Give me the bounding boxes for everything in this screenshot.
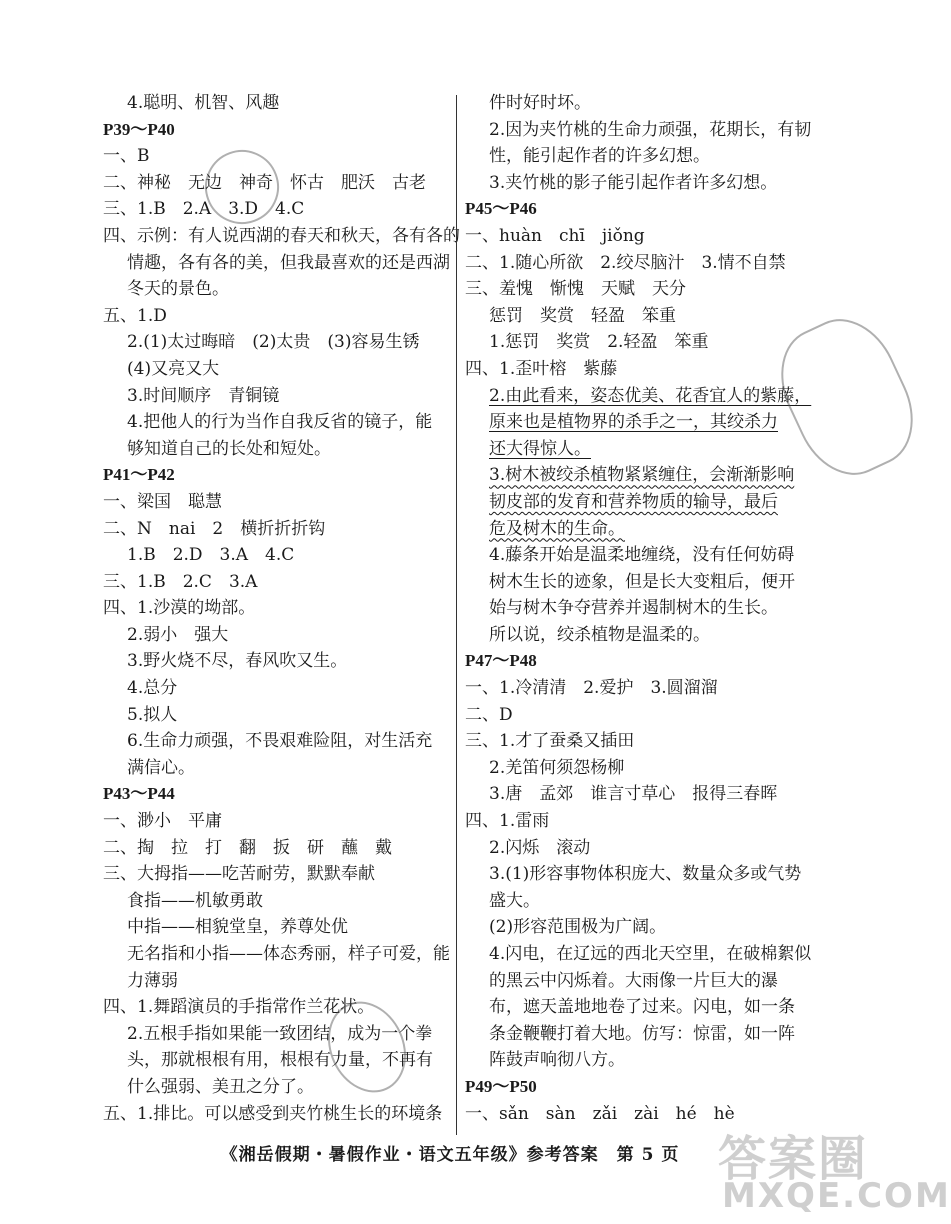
answer-text: 1.B 2.D 3.A 4.C [127,545,295,566]
answer-text: (2)形容范围极为广阔。 [489,917,667,938]
answer-text: P47～P48 [465,651,537,671]
answer-text: 中指——相貌堂皇，养尊处优 [127,917,348,938]
answer-line [465,90,810,117]
answer-text: 件时好时坏。 [489,93,591,113]
answer-line [103,835,448,862]
answer-text: 三、1.才了蚕桑又插田 [465,731,635,752]
section-heading [103,117,448,144]
answer-text: 一、梁国 聪慧 [103,491,222,512]
answer-text: 二、神秘 无边 神奇 怀古 肥沃 古老 [103,172,426,193]
answer-text: 无名指和小指——体态秀丽，样子可爱，能 [127,944,450,964]
answer-text: 4.藤条开始是温柔地缠绕，没有任何妨碍 [489,545,795,566]
answer-line [103,861,448,888]
answer-line [465,143,810,170]
answer-text: 一、1.冷清清 2.爱护 3.圆溜溜 [465,678,718,699]
answer-text: 三、大拇指——吃苦耐劳，默默奉献 [103,864,375,885]
answer-text: 情趣，各有各的美，但我最喜欢的还是西湖 [127,252,450,273]
answer-text: 力薄弱 [127,970,178,991]
answer-line [465,436,810,463]
answer-line [465,329,810,356]
answer-text: 三、羞愧 惭愧 天赋 天分 [465,279,686,300]
answer-text: 的黑云中闪烁着。大雨像一片巨大的瀑 [489,970,778,991]
answer-line [465,356,810,383]
answer-line [465,622,810,649]
answer-text: 五、1.D [103,305,167,326]
answer-line [465,462,810,489]
answer-line [103,941,448,968]
section-heading [103,462,448,489]
answer-line [465,675,810,702]
answer-text: 2.因为夹竹桃的生命力顽强，花期长，有韧 [489,119,812,140]
answer-line [465,276,810,303]
answer-text: 4.把他人的行为当作自我反省的镜子，能 [127,412,433,433]
watermark-logo-cn: 答案圈 [718,1131,869,1187]
answer-text: 韧皮部的发育和营养物质的输导，最后 [489,491,778,512]
answer-text: 够知道自己的长处和短处。 [127,438,331,459]
answer-line [465,861,810,888]
answer-text: (4)又亮又大 [127,358,220,379]
answer-text: 4.聪明、机智、风趣 [127,93,280,113]
answer-line [103,143,448,170]
answer-text: 冬天的景色。 [127,279,229,300]
answer-text: 二、D [465,704,513,725]
answer-line [103,276,448,303]
section-heading [465,1074,810,1101]
answer-line [103,808,448,835]
answer-line [465,1021,810,1048]
answer-text: 食指——机敏勇敢 [127,890,263,911]
answer-text: 2.由此看来，姿态优美、花香宜人的紫藤， [489,385,812,406]
answer-text: 原来也是植物界的杀手之一，其绞杀力 [489,412,778,433]
answer-line [465,702,810,729]
answer-text: 四、1.沙漠的坳部。 [103,598,256,619]
answer-line [465,383,810,410]
answer-line [103,303,448,330]
answer-line [103,90,448,117]
answer-text: 二、掏 拉 打 翻 扳 研 蘸 戴 [103,837,392,858]
answer-text: 3.时间顺序 青铜镜 [127,385,280,406]
answer-line [103,356,448,383]
answer-text: 四、示例：有人说西湖的春天和秋天，各有各的 [103,225,460,246]
answer-text: 3.唐 孟郊 谁言寸草心 报得三春晖 [489,784,778,805]
answer-line [465,489,810,516]
answer-text: 布，遮天盖地地卷了过来。闪电，如一条 [489,997,795,1018]
answer-text: 树木生长的迹象，但是长大变粗后，便开 [489,571,795,592]
answer-text: 三、1.B 2.C 3.A [103,571,258,592]
answer-line [103,383,448,410]
answer-text: P43～P44 [103,784,175,804]
answer-text: 4.总分 [127,678,178,699]
answer-line [465,516,810,543]
answer-text: 二、N nai 2 横折折折钩 [103,518,326,539]
answer-line [465,914,810,941]
answer-text: 2.闪烁 滚动 [489,837,591,858]
answer-text: 2.弱小 强大 [127,624,229,645]
answer-line [465,968,810,995]
answer-line [465,250,810,277]
answer-line [103,622,448,649]
answer-line [465,303,810,330]
answer-line [465,994,810,1021]
section-heading [465,196,810,223]
answer-line [103,516,448,543]
answer-text: 3.野火烧不尽，春风吹又生。 [127,651,348,672]
answer-text: 四、1.歪叶榕 紫藤 [465,358,618,379]
answer-text: 6.生命力顽强，不畏艰难险阻，对生活充 [127,731,433,752]
answer-line [465,117,810,144]
section-heading [465,648,810,675]
answer-line [103,888,448,915]
answer-line [103,489,448,516]
answer-text: 1.惩罚 奖赏 2.轻盈 笨重 [489,332,709,353]
answer-text: 阵鼓声响彻八方。 [489,1050,625,1071]
answer-line [465,1047,810,1074]
answer-text: P39～P40 [103,119,175,139]
answer-text: 2.五根手指如果能一致团结，成为一个拳 [127,1023,433,1044]
answer-line [465,595,810,622]
answer-text: 3.树木被绞杀植物紧紧缠住，会渐渐影响 [489,465,795,486]
answer-line [465,755,810,782]
answer-text: 二、1.随心所欲 2.绞尽脑汁 3.情不自禁 [465,252,786,273]
answer-text: 一、sǎn sàn zǎi zài hé hè [465,1103,735,1124]
answer-text: 5.拟人 [127,704,178,725]
answer-line [465,542,810,569]
answer-text: 一、huàn chī jiǒng [465,225,645,246]
answer-text: 满信心。 [127,757,195,778]
answer-line [103,409,448,436]
answer-line [103,994,448,1021]
answer-line [465,835,810,862]
right-column [465,90,810,1127]
answer-line [103,250,448,277]
answer-text: 四、1.雷雨 [465,811,550,832]
answer-line [465,941,810,968]
answer-text: 条金鞭鞭打着大地。仿写：惊雷，如一阵 [489,1023,795,1044]
answer-text: P41～P42 [103,465,175,485]
answer-line [465,223,810,250]
answer-text: 还大得惊人。 [489,438,591,459]
answer-text: 盛大。 [489,890,540,911]
answer-line [465,728,810,755]
answer-text: 性，能引起作者的许多幻想。 [489,146,710,167]
answer-text: 五、1.排比。可以感受到夹竹桃生长的环境条 [103,1103,443,1124]
answer-line [103,223,460,250]
answer-text: 3.(1)形容事物体积庞大、数量众多或气势 [489,864,802,885]
answer-text: 所以说，绞杀植物是温柔的。 [489,624,710,645]
watermark-logo [700,1120,951,1220]
answer-line [465,888,810,915]
answer-line [103,728,448,755]
answer-line [103,968,448,995]
answer-line [103,914,448,941]
answer-text: 惩罚 奖赏 轻盈 笨重 [489,305,676,326]
answer-text: 2.(1)太过晦暗 (2)太贵 (3)容易生锈 [127,332,420,353]
answer-text: 四、1.舞蹈演员的手指常作兰花状。 [103,997,375,1018]
answer-line [465,808,810,835]
answer-text: P45～P46 [465,199,537,219]
answer-text: 一、B [103,146,150,167]
answer-line [103,648,448,675]
answer-line [465,781,810,808]
answer-line [103,702,448,729]
answer-text: P49～P50 [465,1076,537,1096]
answer-line [103,542,448,569]
answer-line [103,755,448,782]
answer-text: 始与树木争夺营养并遏制树木的生长。 [489,598,778,619]
answer-text: 4.闪电，在辽远的西北天空里，在破棉絮似 [489,944,812,964]
answer-text: 三、1.B 2.A 3.D 4.C [103,199,305,220]
answer-line [465,569,810,596]
answer-line [103,569,448,596]
left-column [103,90,460,1127]
section-heading [103,781,448,808]
answer-line [103,595,448,622]
answer-line [103,675,448,702]
answer-text: 一、渺小 平庸 [103,811,222,832]
answer-text: 3.夹竹桃的影子能引起作者许多幻想。 [489,172,778,193]
answer-line [465,170,810,197]
answer-text: 危及树木的生命。 [489,518,625,539]
answer-line [103,329,448,356]
answer-text: 2.羌笛何须怨杨柳 [489,757,625,778]
answer-text: 头，那就根根有用，根根有力量，不再有 [127,1050,433,1071]
watermark-logo-en: MXQE.COM [722,1176,951,1216]
page-footer: 《湘岳假期・暑假作业・语文五年级》参考答案 第 5 页 [220,1145,680,1165]
column-divider [456,95,457,1135]
answer-line [103,436,448,463]
answer-text: 什么强弱、美丑之分了。 [127,1076,314,1097]
answer-line [465,409,810,436]
answer-line [103,1101,448,1128]
